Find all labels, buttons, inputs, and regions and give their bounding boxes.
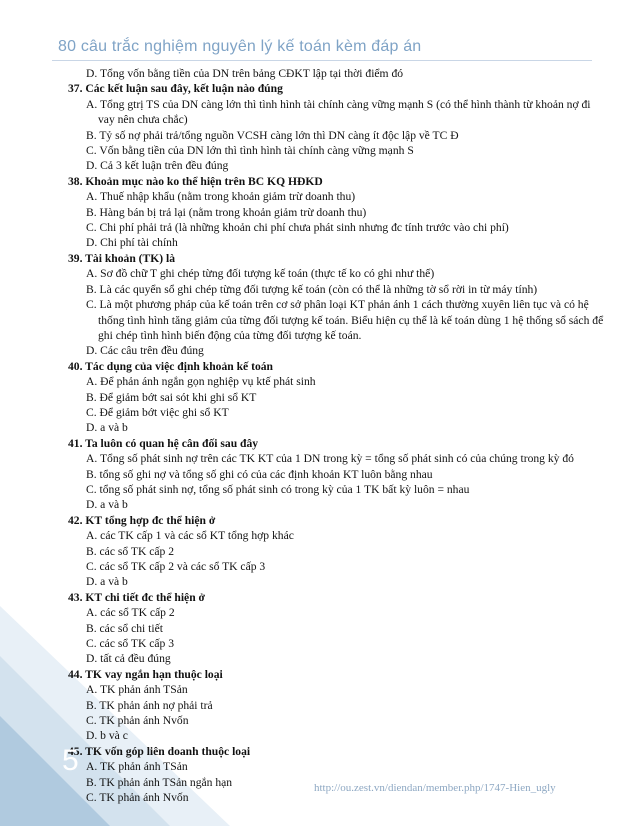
answer-option: A. Sơ đồ chữ T ghi chép từng đối tượng kế toán (thực tế ko có ghi như thế) (86, 267, 435, 281)
question-heading: 45. TK vốn góp liên doanh thuộc loại (68, 744, 251, 758)
answer-option: C. Là một phương pháp của kế toán trên cơ sở phân loại KT phản ánh 1 cách thường xuyên liên tục và có hệ thống tình hình tăng giảm của từng đối tượng kế toán. Biểu hiện cụ thể là kế toán dùng 1 hệ thống sổ sách để ghi chép tình hình biến động của từng đối tượng kế toán. (86, 298, 604, 342)
answer-option: C. TK phản ánh Nvốn (86, 714, 189, 728)
answer-option: D. Cả 3 kết luận trên đều đúng (86, 159, 229, 173)
question-heading: 43. KT chi tiết đc thể hiện ở (68, 590, 205, 604)
question-heading: 41. Ta luôn có quan hệ cân đối sau đây (68, 436, 259, 450)
document-body (68, 66, 606, 806)
answer-option: C. Chi phí phải trả (là những khoản chi phí chưa phát sinh nhưng đc tính trước vào chi phí) (86, 221, 509, 235)
answer-option: B. tổng số ghi nợ và tổng số ghi có của các định khoản KT luôn bằng nhau (86, 467, 433, 481)
answer-option: D. Chi phí tài chính (86, 236, 178, 250)
footer-url: http://ou.zest.vn/diendan/member.php/1747-Hien_ugly (314, 782, 556, 794)
answer-option: A. các TK cấp 1 và các sổ KT tổng hợp khác (86, 529, 294, 543)
question-heading: 44. TK vay ngắn hạn thuộc loại (68, 667, 223, 681)
answer-option: B. Là các quyển sổ ghi chép từng đối tượng kế toán (còn có thể là những tờ sổ rời in từ máy tính) (86, 282, 538, 296)
answer-option: C. các sổ TK cấp 2 và các sổ TK cấp 3 (86, 560, 266, 573)
question-heading: 39. Tài khoản (TK) là (68, 251, 176, 265)
answer-option: D. a và b (86, 575, 128, 589)
answer-option: A. TK phản ánh TSản (86, 683, 188, 697)
answer-option: B. các sổ TK cấp 2 (86, 544, 175, 558)
answer-option: A. Tổng số phát sinh nợ trên các TK KT của 1 DN trong kỳ = tổng số phát sinh có của chúng trong kỳ đó (86, 452, 574, 466)
question-heading: 40. Tác dụng của việc định khoản kế toán (68, 359, 273, 373)
answer-option: B. Tỷ số nợ phải trả/tổng nguồn VCSH càng lớn thì DN càng ít độc lập về TC Đ (86, 128, 459, 142)
answer-option: C. tổng số phát sinh nợ, tổng số phát sinh có trong kỳ của 1 TK bất kỳ luôn = nhau (86, 482, 470, 496)
header-divider (52, 60, 592, 61)
question-heading: 38. Khoản mục nào ko thể hiện trên BC KQ HĐKD (68, 174, 323, 188)
answer-option: B. TK phản ánh TSản ngắn hạn (86, 775, 233, 789)
answer-option: D. Tổng vốn bằng tiền của DN trên bảng CĐKT lập tại thời điểm đó (86, 67, 404, 80)
answer-option: D. tất cả đều đúng (86, 652, 171, 666)
answer-option: B. Để giảm bớt sai sót khi ghi sổ KT (86, 390, 257, 404)
answer-option: A. Thuế nhập khẩu (nằm trong khoản giảm trừ doanh thu) (86, 190, 356, 204)
answer-option: D. a và b (86, 498, 128, 512)
answer-option: A. TK phản ánh TSản (86, 760, 188, 774)
answer-option: C. các sổ TK cấp 3 (86, 637, 175, 651)
answer-option: B. các sổ chi tiết (86, 621, 163, 635)
answer-option: B. Hàng bán bị trả lại (nằm trong khoản giảm trừ doanh thu) (86, 205, 367, 219)
answer-option: C. TK phản ánh Nvốn (86, 791, 189, 805)
answer-option: D. Các câu trên đều đúng (86, 344, 204, 358)
answer-option: D. a và b (86, 421, 128, 435)
answer-option: C. Vốn bằng tiền của DN lớn thì tình hình tài chính càng vững mạnh S (86, 144, 414, 158)
document-header-title: 80 câu trắc nghiệm nguyên lý kế toán kèm đáp án (58, 38, 422, 55)
answer-option: C. Để giảm bớt việc ghi sổ KT (86, 405, 229, 419)
answer-option: A. Tổng gtrị TS của DN càng lớn thì tình hình tài chính càng vững mạnh S (có thể hình thành từ khoản nợ đi vay nên chưa chắc) (86, 97, 591, 127)
answer-option: A. Để phản ánh ngắn gọn nghiệp vụ ktế phát sinh (86, 375, 316, 389)
question-heading: 37. Các kết luận sau đây, kết luận nào đúng (68, 82, 283, 96)
page-number: 5 (62, 744, 79, 777)
answer-option: A. các sổ TK cấp 2 (86, 606, 175, 620)
question-heading: 42. KT tổng hợp đc thể hiện ở (68, 513, 216, 527)
answer-option: D. b và c (86, 729, 128, 743)
answer-option: B. TK phản ánh nợ phải trả (86, 698, 213, 712)
